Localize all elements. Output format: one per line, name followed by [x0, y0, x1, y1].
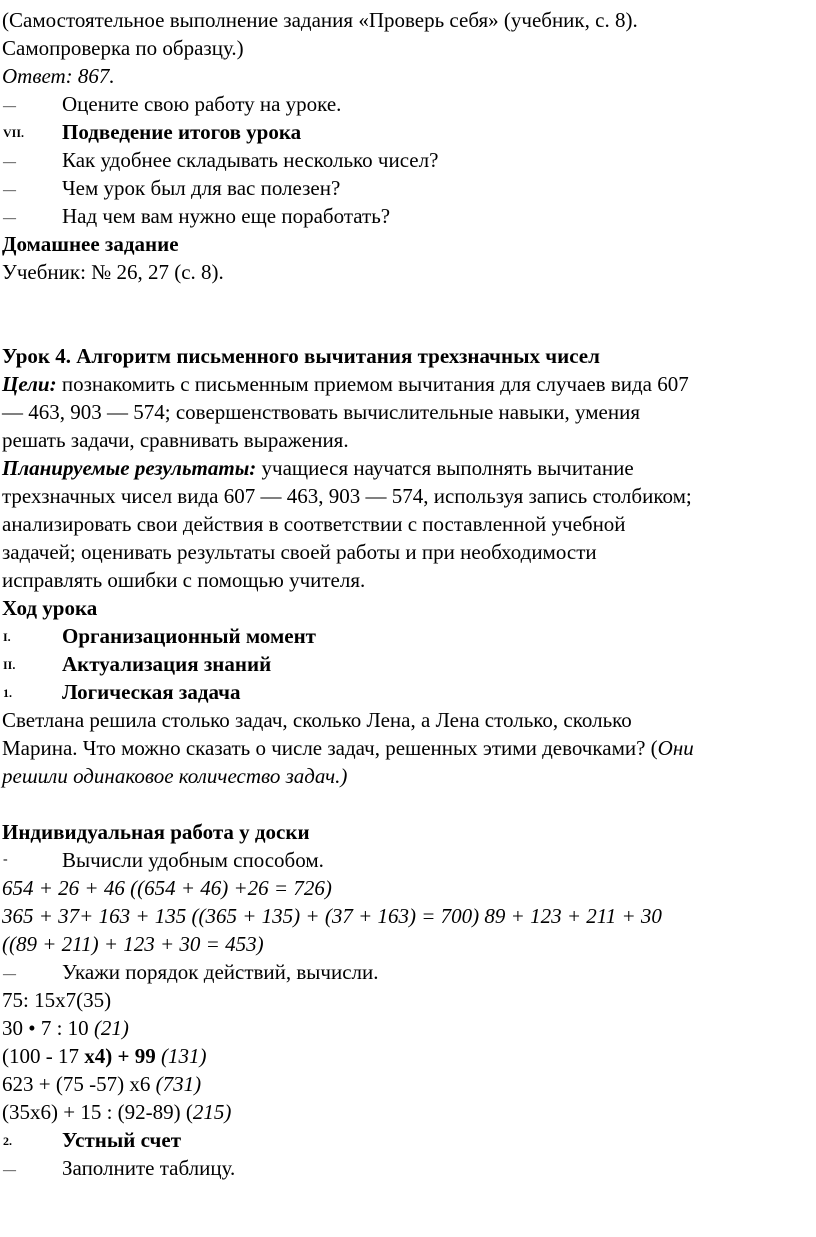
list-item-text: Вычисли удобным способом. [62, 848, 324, 872]
board-title: Индивидуальная работа у доски [2, 820, 310, 844]
calc-line [2, 1098, 814, 1126]
calc-answer: (21) [93, 1016, 129, 1040]
stage-heading-text: Организационный момент [62, 624, 316, 648]
text-line: задачей; оценивать результаты своей работы и при необходимости [2, 540, 597, 564]
stage-heading [2, 1126, 814, 1154]
calc-line [2, 1042, 814, 1070]
list-item [2, 846, 814, 874]
calc-text: (35х6) + 15 : (92-89) ( [2, 1100, 193, 1124]
goals-line [2, 370, 814, 398]
text-line: Светлана решила столько задач, сколько Лена, а Лена столько, сколько [2, 708, 632, 732]
calc-text: 623 + (75 -57) х6 [2, 1072, 156, 1096]
expression-line: 654 + 26 + 46 ((654 + 46) +26 = 726) [2, 876, 332, 900]
spacer [2, 790, 814, 818]
answer-line: Ответ: 867. [2, 64, 115, 88]
stage-heading-text: Устный счет [62, 1128, 182, 1152]
lesson-title: Урок 4. Алгоритм письменного вычитания трехзначных чисел [2, 344, 600, 368]
calc-answer: 215) [192, 1100, 232, 1124]
calc-bold: х4) + 99 [84, 1044, 156, 1068]
text-line [2, 734, 814, 762]
homework-text: Учебник: № 26, 27 (с. 8). [2, 260, 224, 284]
number-marker: 1. [3, 686, 12, 700]
stage-heading [2, 678, 814, 706]
dash-marker: — [3, 98, 16, 113]
dash-marker: — [3, 1162, 16, 1177]
list-item-text: Укажи порядок действий, вычисли. [62, 960, 379, 984]
list-item [2, 174, 814, 202]
section-heading-text: Подведение итогов урока [62, 120, 302, 144]
calc-line: 75: 15х7(35) [2, 988, 112, 1012]
results-label: Планируемые результаты: [2, 456, 257, 480]
text-line: — 463, 903 — 574; совершенствовать вычислительные навыки, умения [2, 400, 641, 424]
goals-text: познакомить с письменным приемом вычитания для случаев вида 607 [56, 372, 689, 396]
calc-answer: (731) [155, 1072, 202, 1096]
text-line: Самопроверка по образцу.) [2, 36, 244, 60]
stage-heading-text: Логическая задача [62, 680, 241, 704]
stage-heading-text: Актуализация знаний [62, 652, 272, 676]
roman-marker: I. [3, 630, 11, 644]
dash-marker: — [3, 966, 16, 981]
course-title: Ход урока [2, 596, 98, 620]
text-line: решать задачи, сравнивать выражения. [2, 428, 349, 452]
text-line: (Самостоятельное выполнение задания «Проверь себя» (учебник, с. 8). [2, 8, 638, 32]
text-line: анализировать свои действия в соответствии с поставленной учебной [2, 512, 626, 536]
calc-line [2, 1014, 814, 1042]
hyphen-marker: - [3, 852, 8, 867]
document-page [2, 6, 814, 1182]
expression-line: 365 + 37+ 163 + 135 ((365 + 135) + (37 + 163) = 700) 89 + 123 + 211 + 30 [2, 904, 662, 928]
logic-answer: Они [657, 736, 694, 760]
dash-marker: — [3, 154, 16, 169]
number-marker: 2. [3, 1134, 12, 1148]
goals-label: Цели: [2, 372, 57, 396]
list-item-text: Оцените свою работу на уроке. [62, 92, 342, 116]
results-line [2, 454, 814, 482]
homework-title: Домашнее задание [2, 232, 179, 256]
stage-heading [2, 650, 814, 678]
text-line: исправлять ошибки с помощью учителя. [2, 568, 366, 592]
list-item [2, 90, 814, 118]
list-item [2, 1154, 814, 1182]
list-item-text: Заполните таблицу. [62, 1156, 236, 1180]
spacer [2, 286, 814, 342]
text-line: трехзначных чисел вида 607 — 463, 903 — 574, используя запись столбиком; [2, 484, 692, 508]
list-item-text: Чем урок был для вас полезен? [62, 176, 341, 200]
logic-answer-cont: решили одинаковое количество задач.) [2, 764, 348, 788]
list-item-text: Над чем вам нужно еще поработать? [62, 204, 391, 228]
expression-line: ((89 + 211) + 123 + 30 = 453) [2, 932, 264, 956]
logic-text: Марина. Что можно сказать о числе задач, решенных этими девочками? ( [2, 736, 658, 760]
calc-answer: (131) [155, 1044, 207, 1068]
dash-marker: — [3, 182, 16, 197]
list-item-text: Как удобнее складывать несколько чисел? [62, 148, 439, 172]
calc-line [2, 1070, 814, 1098]
section-heading [2, 118, 814, 146]
stage-heading [2, 622, 814, 650]
list-item [2, 958, 814, 986]
roman-marker: II. [3, 658, 16, 672]
list-item [2, 202, 814, 230]
list-item [2, 146, 814, 174]
calc-text: (100 - 17 [2, 1044, 85, 1068]
results-text: учащиеся научатся выполнять вычитание [256, 456, 634, 480]
dash-marker: — [3, 210, 16, 225]
roman-marker: VII. [3, 126, 25, 140]
calc-text: 30 • 7 : 10 [2, 1016, 94, 1040]
